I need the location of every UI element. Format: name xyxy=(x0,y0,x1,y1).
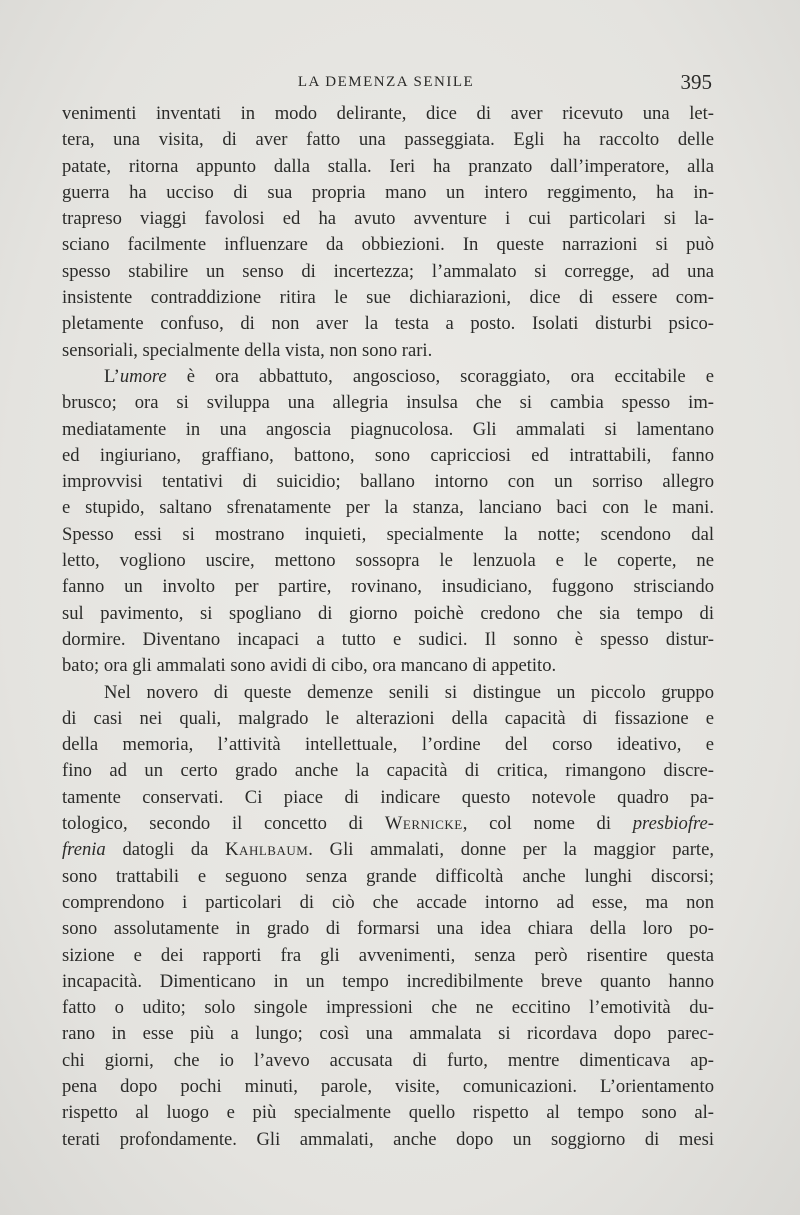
text-line: incapacità. Dimenticano in un tempo incredibilmente breve quanto hanno xyxy=(62,970,714,992)
text-line: improvvisi tentativi di suicidio; ballano intorno con un sorriso allegro xyxy=(62,471,714,493)
page-number: 395 xyxy=(680,70,712,94)
text-line: tamente conservati. Ci piace di indicare questo notevole quadro pa- xyxy=(62,786,714,808)
running-title: LA DEMENZA SENILE xyxy=(297,74,475,90)
text-line: sizione e dei rapporti fra gli avvenimenti, senza però risentire questa xyxy=(62,944,714,966)
text-line: trapreso viaggi favolosi ed ha avuto avventure i cui particolari si la- xyxy=(62,208,714,230)
text-line: sono trattabili e seguono senza grande difficoltà anche lunghi discorsi; xyxy=(62,865,714,887)
text-line: sensoriali, specialmente della vista, non sono rari. xyxy=(62,339,433,361)
text-line: sono assolutamente in grado di formarsi una idea chiara della loro po- xyxy=(62,918,714,940)
text-run: datogli da xyxy=(105,839,226,861)
author-name: Wernicke xyxy=(384,813,463,835)
text-run: . Gli ammalati, donne per la maggior parte, xyxy=(308,839,715,861)
text-line: guerra ha ucciso di sua propria mano un intero reggimento, ha in- xyxy=(62,181,714,203)
italic-term: umore xyxy=(119,365,167,387)
text-run: tologico, secondo il concetto di xyxy=(62,813,385,835)
text-line: dormire. Diventano incapaci a tutto e sudici. Il sonno è spesso distur- xyxy=(62,628,714,650)
text-line: e stupido, saltano sfrenatamente per la stanza, lanciano baci con le mani. xyxy=(62,497,714,519)
text-run: , col nome di xyxy=(462,813,633,835)
text-line: mediatamente in una angoscia piagnucolosa. Gli ammalati si lamentano xyxy=(62,418,714,440)
text-line: rano in esse più a lungo; così una ammalata si ricordava dopo parec- xyxy=(62,1023,714,1045)
text-line: fino ad un certo grado anche la capacità di critica, rimangono discre- xyxy=(62,760,714,782)
running-head xyxy=(60,70,712,98)
text-line: Spesso essi si mostrano inquieti, specialmente la notte; scendono dal xyxy=(62,523,714,545)
text-line xyxy=(62,837,714,863)
author-name: Kahlbaum xyxy=(225,839,309,861)
text-line: comprendono i particolari di ciò che accade intorno ad esse, ma non xyxy=(62,891,714,913)
text-line: letto, vogliono uscire, mettono sossopra le lenzuola e le coperte, ne xyxy=(62,550,714,572)
text-line: venimenti inventati in modo delirante, dice di aver ricevuto una let- xyxy=(62,103,714,124)
text-line: brusco; ora si sviluppa una allegria insulsa che si cambia spesso im- xyxy=(62,392,714,414)
text-line: fanno un involto per partire, rovinano, insudiciano, fuggono strisciando xyxy=(62,576,714,598)
text-line: patate, ritorna appunto dalla stalla. Ieri ha pranzato dall’imperatore, alla xyxy=(62,155,714,177)
text-line: pletamente confuso, di non aver la testa a posto. Isolati disturbi psico- xyxy=(62,313,714,335)
text-line: fatto o udito; solo singole impressioni che ne eccitino l’emotività du- xyxy=(62,997,714,1019)
text-line: della memoria, l’attività intellettuale, l’ordine del corso ideativo, e xyxy=(62,734,714,756)
text-line: rispetto al luogo e più specialmente quello rispetto al tempo sono al- xyxy=(62,1102,714,1124)
italic-term: frenia xyxy=(62,839,106,861)
body-text xyxy=(62,101,714,1153)
text-run: L’ xyxy=(104,365,120,387)
text-line: chi giorni, che io l’avevo accusata di furto, mentre dimenticava ap- xyxy=(62,1049,714,1071)
text-line: terati profondamente. Gli ammalati, anche dopo un soggiorno di mesi xyxy=(62,1128,714,1150)
text-line: tera, una visita, di aver fatto una passeggiata. Egli ha raccolto delle xyxy=(62,129,714,151)
text-line xyxy=(62,364,714,390)
text-line: sciano facilmente influenzare da obbiezioni. In queste narrazioni si può xyxy=(62,234,714,256)
text-line xyxy=(62,811,714,837)
text-line: ed ingiuriano, graffiano, battono, sono capricciosi ed intrattabili, fanno xyxy=(62,444,714,466)
italic-term: presbiofre- xyxy=(632,813,714,835)
text-run: è ora abbattuto, angoscioso, scoraggiato, ora eccitabile e xyxy=(166,365,714,387)
text-line: pena dopo pochi minuti, parole, visite, comunicazioni. L’orientamento xyxy=(62,1075,714,1097)
text-line: sul pavimento, si spogliano di giorno poichè credono che sia tempo di xyxy=(62,602,714,624)
text-line: bato; ora gli ammalati sono avidi di cibo, ora mancano di appetito. xyxy=(62,655,557,677)
text-line: Nel novero di queste demenze senili si distingue un piccolo gruppo xyxy=(104,681,714,703)
text-line: insistente contraddizione ritira le sue dichiarazioni, dice di essere com- xyxy=(62,287,714,309)
text-line: di casi nei quali, malgrado le alterazioni della capacità di fissazione e xyxy=(62,707,714,729)
text-line: spesso stabilire un senso di incertezza; l’ammalato si corregge, ad una xyxy=(62,260,714,282)
